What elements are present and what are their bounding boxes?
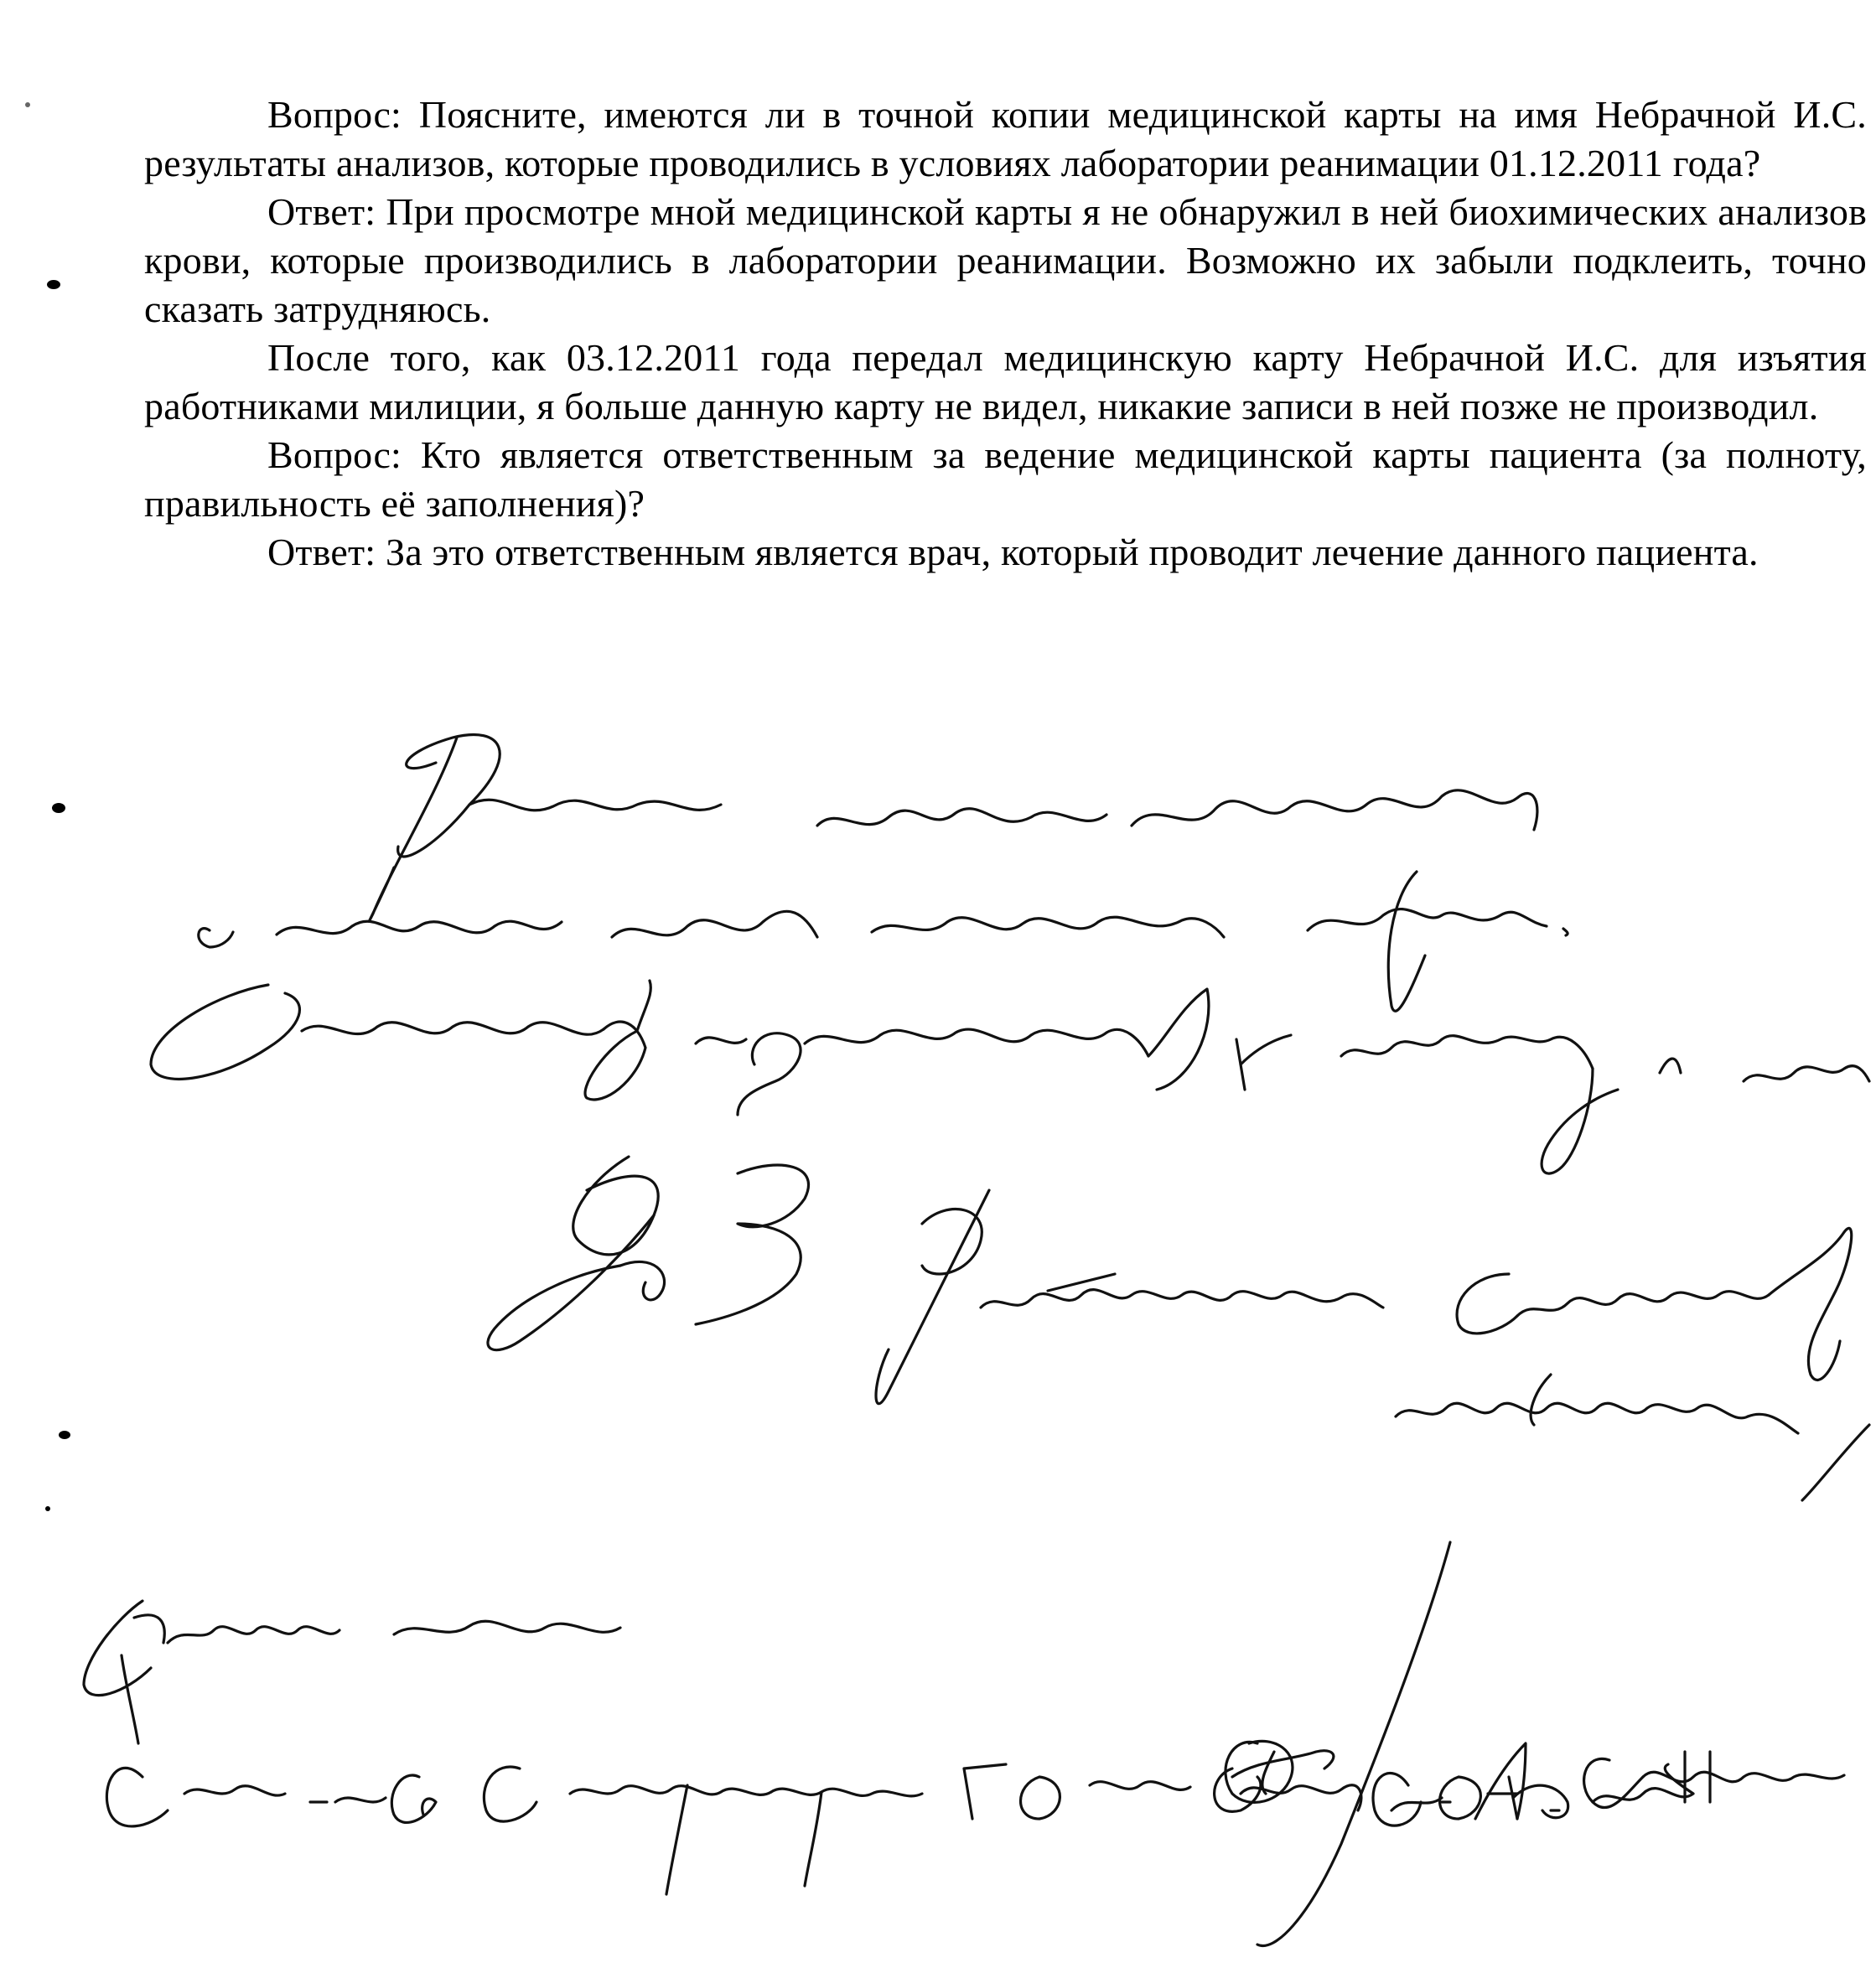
paragraph-question-2: Вопрос: Кто является ответственным за ведение медицинской карты пациента (за полноту, правильность её заполнения)? <box>144 433 1867 525</box>
handwritten-protocol-compiled <box>84 1601 1693 1894</box>
handwritten-witness-note-line-2 <box>199 872 1568 1011</box>
investigator-signature <box>1226 1542 1450 1946</box>
printed-text <box>144 91 1867 577</box>
scan-speck <box>25 102 30 107</box>
paragraph-question-1: Вопрос: Поясните, имеются ли в точной копии медицинской карты на имя Небрачной И.С. результаты анализов, которые проводились в условиях лаборатории реанимации 01.12.2011 года? <box>144 93 1867 184</box>
paragraph-answer-2: Ответ: За это ответственным является врач, который проводит лечение данного пациента. <box>267 531 1759 573</box>
scan-speck <box>52 803 65 813</box>
handwritten-witness-note-line-1 <box>370 735 1537 921</box>
scan-speck <box>47 280 60 289</box>
scan-speck <box>59 1431 70 1439</box>
paragraph-answer-1: Ответ: При просмотре мной медицинской карты я не обнаружил в ней биохимических анализов крови, которые производились в лаборатории реанимации. Возможно их забыли подклеить, точно сказать затрудняюсь. <box>144 190 1867 330</box>
handwritten-witness-note-line-3 <box>151 981 1869 1173</box>
witness-name-line-2 <box>1396 1375 1869 1500</box>
investigator-name-handwritten <box>1373 1743 1844 1826</box>
witness-signature <box>488 1157 1852 1404</box>
paragraph-statement: После того, как 03.12.2011 года передал медицинскую карту Небрачной И.С. для изъятия работниками милиции, я больше данную карту не видел, никакие записи в ней позже не производил. <box>144 336 1867 427</box>
scan-speck <box>45 1506 50 1511</box>
